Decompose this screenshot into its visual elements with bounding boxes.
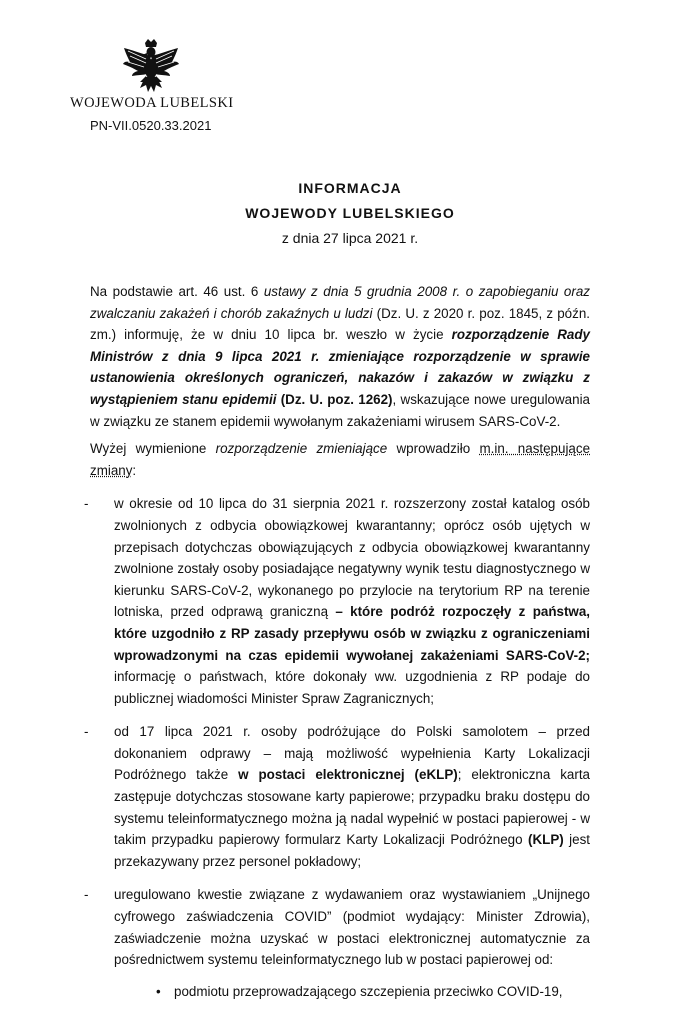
regulation-ref: rozporządzenie zmieniające: [215, 441, 388, 457]
sub-list-item: [114, 981, 590, 1003]
lead-paragraph: [90, 438, 590, 481]
lead-text: Wyżej wymienione: [90, 441, 216, 457]
document-subtitle: WOJEWODY LUBELSKIEGO: [245, 205, 455, 221]
sub-list: [114, 981, 590, 1003]
item-emphasis-2: (KLP): [528, 832, 564, 848]
dash-marker: -: [84, 724, 89, 740]
list-item: [84, 493, 590, 709]
item-text: uregulowano kwestie związane z wydawaniem oraz wystawianiem „Unijnego cyfrowego zaświadczenia COVID” (podmiot wydający: Minister Zdrowia), zaświadczenie można uzyskać w postaci elektronicznej automatycznie za pośrednictwem systemu teleinformatycznego lub w postaci papierowej od:: [114, 887, 590, 968]
intro-text: Na podstawie art. 46 ust. 6: [90, 284, 264, 299]
document-date: z dnia 27 lipca 2021 r.: [281, 230, 419, 246]
regulation-citation: (Dz. U. poz. 1262): [276, 391, 393, 407]
changes-list: [84, 493, 591, 1002]
list-item: [84, 884, 590, 1002]
act-title: ustawy z dnia 5 grudnia 2008 r. o zapobieganiu oraz zwalczaniu zakażeń i chorób zakaźnych u ludzi: [90, 284, 590, 321]
regulation-title: rozporządzenie Rady Ministrów z dnia 9 lipca 2021 r. zmieniające rozporządzenie w sprawie ustanowienia określonych ograniczeń, nakazów i zakazów w związku z wystąpieniem stanu epidemii: [90, 327, 591, 407]
dash-marker: -: [84, 887, 89, 903]
sub-item-text: podmiotu przeprowadzającego szczepienia przeciwko COVID-19,: [174, 983, 563, 999]
item-text-3: jest przekazywany przez personel pokładowy;: [114, 832, 591, 869]
item-emphasis: – które podróż rozpoczęły z państwa, które uzgodniło z RP zasady przepływu osób w związku z ograniczeniami wprowadzonymi na czas epidemii wywołanej zakażeniami SARS-CoV-2;: [114, 604, 590, 663]
item-emphasis: w postaci elektronicznej (eKLP): [238, 767, 458, 783]
reference-number: PN-VII.0520.33.2021: [90, 118, 212, 133]
changes-label: m.in. następujące zmiany: [90, 441, 591, 478]
intro-text-2: (Dz. U. z 2020 r. poz. 1845, z późn. zm.) informuję, że w dniu 10 lipca br. weszło w życie: [90, 305, 590, 343]
intro-text-3: , wskazujące nowe uregulowania w związku ze stanem epidemii wywołanym zakażeniami wirusem SARS-CoV-2.: [90, 391, 590, 429]
document-body: [84, 281, 591, 1014]
lead-colon: :: [132, 462, 137, 478]
document-title: INFORMACJA: [298, 180, 402, 196]
item-text: od 17 lipca 2021 r. osoby podróżujące do Polski samolotem – przed dokonaniem odprawy – mają możliwość wypełnienia Karty Lokalizacji Podróżnego także: [114, 724, 590, 783]
intro-paragraph: [90, 281, 590, 432]
dash-marker: -: [84, 496, 89, 512]
bullet-marker: •: [156, 983, 161, 999]
lead-text-2: wprowadziło: [387, 441, 480, 457]
item-text: w okresie od 10 lipca do 31 sierpnia 2021 r. rozszerzony został katalog osób zwolnionych z odbycia obowiązkowej kwarantanny; oprócz osób ujętych w przepisach dotychczas obowiązujących z odbycia obowiązkowej kwarantanny zwolnione zostały osoby posiadające negatywny wynik testu diagnostycznego w kierunku SARS-CoV-2, wykonanego po przylocie na terytorium RP na terenie lotniska, przed odprawą graniczną: [114, 496, 590, 620]
item-text-2: ; elektroniczna karta zastępuje dotychczas stosowane karty papierowe; przypadku braku dostępu do systemu teleinformatycznego można ją nadal wypełnić w postaci papierowej - w takim przypadku papierowy formularz Karty Lokalizacji Podróżnego: [114, 767, 590, 848]
issuing-authority: WOJEWODA LUBELSKI: [70, 95, 234, 111]
polish-eagle-emblem-icon: [120, 38, 182, 100]
list-item: [84, 721, 591, 872]
item-text-2: informację o państwach, które dokonały ww. uzgodnienia z RP podaje do publicznej wiadomości Minister Spraw Zagranicznych;: [114, 669, 590, 706]
